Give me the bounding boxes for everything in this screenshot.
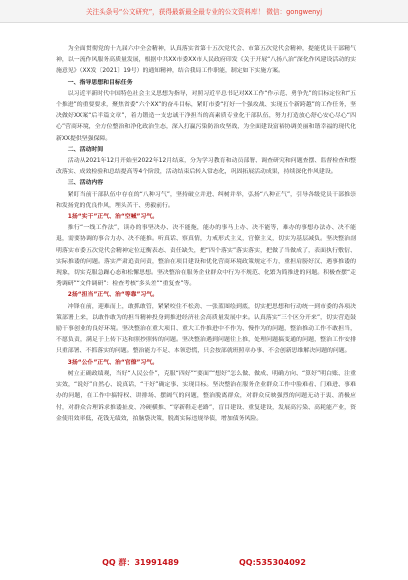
subheading-2: 2扬“担当”正气、治“等靠”习气。 <box>67 292 159 299</box>
footer-qq-group: QQ 群：31991489 <box>102 557 179 567</box>
section-2-paragraph: 活动从2021年12月开始至2022年12月结束，分为学习教育和动员部署、调查研究和问题查摆、监督检查和整改落实、成效检验和总结提高等4个阶段，活动结束后转入常态化，巩固拓展活动成果，持续深化作风建设。 <box>56 158 356 176</box>
section-heading-1: 一、指导思想和目标任务 <box>67 79 133 86</box>
subsection-1-paragraph: 推行“一线工作法”，读办的事坚决办、决不能拖，能办的事马上办、决不能等，难办的事想办法办、决不能退，需要协调的事合力办、决不能推。听真话、察真情，力戒形式主义，官僚主义，切实为基层减负。坚决整治剖明落实市委五次党代会精神定位迂衡表态、责任缺失，把“四个落实”落实落实，把做了当做成了，表面执行敷衍、实际推诿的问题。落实严肃追责问责，整治在项目建设和优化营商环境政策规定不力，重担肩膀好汉、遇事推诿的现象，切实克服急躁心态和松懈思想。坚决整治在服务企业群众中行为不规范、化繁为简推进的问题。积极查摆“走秀调研”“文件调研”：检查考核“多头差”“重复查”等。 <box>56 225 356 288</box>
top-banner <box>0 0 408 23</box>
subheading-1: 1扬“实干”正气、治“空喊”习气。 <box>67 214 159 221</box>
section-heading-2: 二、活动时间 <box>67 146 104 153</box>
document-page <box>56 30 356 550</box>
subheading-3: 3扬“公仆”正气、治“官僚”习气。 <box>67 359 159 366</box>
section-3-paragraph: 紧盯当前干部队伍中存在的“八种习气”，坚持破立并进、纠树并举，弘扬“八种正气”，引导各级党员干部推崇和发扬党的优良作风，埋头苦干、勇毅前行。 <box>56 191 356 209</box>
intro-paragraph: 为全面贯彻党的十九届六中全会精神，认真落实省第十五次党代会、市第五次党代会精神，提能优员干部精气神，以一流作风服务高质量发展，根据中共XX市委XX市人民政府印发《关于开展“八扬八治”深化作风建设活动的实施意见》（XX发〔2021〕19号）的通知精神，结合我局工作职能，制定如下实施方案。 <box>56 46 356 75</box>
subsection-3-paragraph: 树立正确政绩观，当好“人民公仆”，克服“四好”“要面”“想好”怎么做、做成、明确方向、“算好”明白账、注重实效，“说好”自然心、说真话，“干好”确定事、实现目标。坚决整治在服务企业群众工作中脸难看、门难进、事难办的问题，在工作中搞特权、讲排场、摆阔气的问题，整治脱离群众，对群众反映强烈的问题无动于衷、消极应付，对群众合理诉求推诿扯皮、冷硬横推、“穿新鞋走老路”，盲目建设、重复建设，发展高污染、高耗能产业，资金使用效率低，花钱无绩效，拍脑袋决策，脱离实际违规举债，增加债务风险。 <box>56 370 356 422</box>
section-1-paragraph: 以习近平新时代中国特色社会主义思想为指导，对照习近平总书记对XX工作“作示范、勇争先”的目标定位和“五个推进”的重要要求，聚焦省委“六个XX”的奋斗目标，紧盯市委“打好一个强攻战、实现五个新跨越”的工作任务，坚决做好XX案“后半篇文章”，着力锻造一支忠诚干净担当的高素质专业化干部队伍，努力打造放心舒心安心尽心“四心”营商环境，全方位整治和净化政治生态，深入打赢污染防治攻坚战，为全面建设富裕协调美丽和谐幸福的现代化新XX提供坚强保障。 <box>56 90 356 142</box>
subsection-2-paragraph: 冲锋在前，迎难而上，敢抓敢管，紧紧咬住不松劲、一张蓝图绘到底，切实把思想和行动统一到市委的各项决策部署上来，以敢作敢为的担当精神投身到推进经济社会高质量发展中来。认真落实“三个区分开来”，切实营造鼓励干事创业的良好环境。坚决整治在重大项目、重大工作推进中不作为、慢作为的问题，整治推动工作不敢担当，不愿负责，满足于上传下达和照抄照转的问题。坚决整治遇到问题往上推，处理问题搞变通的问题，整治工作安排只重部署、不抓落实的问题。整治能力不足、本领恐慌，只会按部就班照章办事、不会创新思维解决问题的问题。 <box>56 303 356 355</box>
footer-contact <box>0 554 408 570</box>
footer-qq: QQ:535304092 <box>239 557 306 567</box>
section-heading-3: 三、活动内容 <box>67 180 104 187</box>
banner-text: 关注头条号“公文研究”，获得最新最全最专业的公文资料库！ 微信：gongwenyj <box>85 8 323 16</box>
